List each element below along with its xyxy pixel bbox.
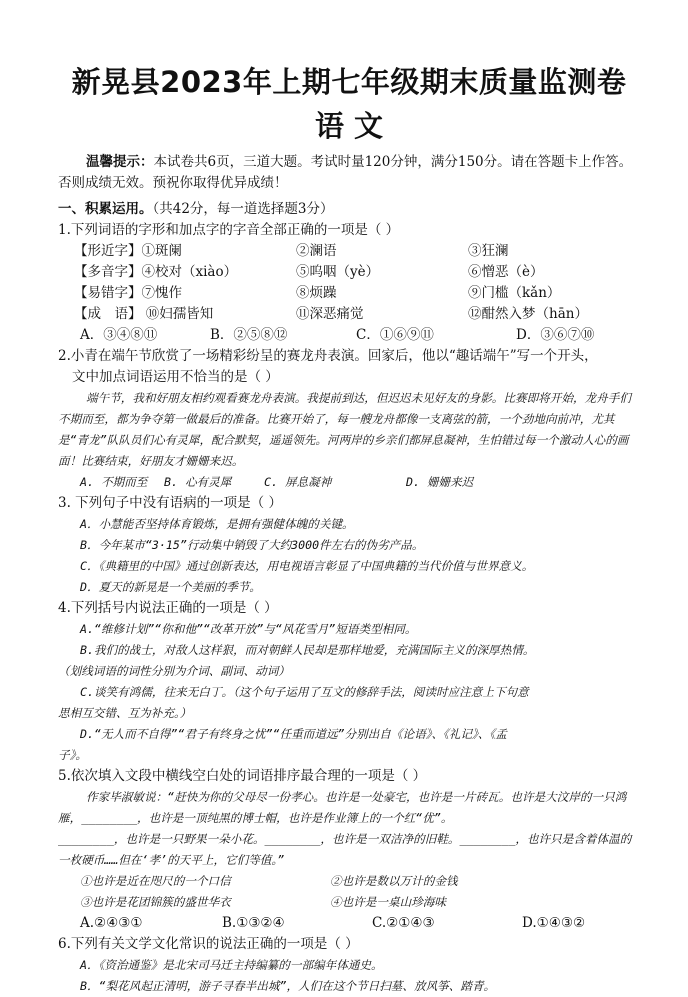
grid-cell: ②澜语 <box>296 243 337 259</box>
question-2 <box>58 346 640 493</box>
notice-label: 温馨提示： <box>86 154 154 170</box>
choice-items <box>58 871 640 913</box>
answer-options <box>58 325 640 346</box>
choice-item: ③也许是花团锦簇的盛世华衣 <box>80 895 231 909</box>
exam-title: 新晃县2023年上期七年级期末质量监测卷 <box>71 65 627 99</box>
question-4 <box>58 598 640 766</box>
option-b: B.我们的战士，对敌人这样狠，而对朝鲜人民却是那样地爱，充满国际主义的深厚热情。 <box>80 643 535 657</box>
choice-item: ④也许是一桌山珍海味 <box>330 895 446 909</box>
option-c: C.谈笑有鸿儒，往来无白丁。（这个句子运用了互文的修辞手法，阅读时应注意上下句意 <box>80 685 529 699</box>
grid-cell: ⑤呜咽（yè） <box>296 264 380 280</box>
grid-cell: ⑫酣然入梦（hān） <box>468 306 588 322</box>
answer-options <box>58 472 640 493</box>
choice-item: ②也许是数以万计的金钱 <box>330 874 458 888</box>
question-1 <box>58 220 640 346</box>
grid-cell: 【多音字】④校对（xiào） <box>74 264 238 280</box>
question-stem-continued: 文中加点词语运用不恰当的是（ ） <box>72 369 279 385</box>
notice-paragraph <box>58 152 640 194</box>
subject-title: 语 文 <box>314 109 384 143</box>
option-a: A.“维修计划”“你和他”“改革开放”与“风花雪月”短语类型相同。 <box>80 622 417 636</box>
option-a: A．小慧能否坚持体育锻炼，是拥有强健体魄的关键。 <box>80 517 354 531</box>
option-d: D. 姗姗来迟 <box>406 475 474 489</box>
section-note: （共42分，每一道选择题3分） <box>152 201 334 217</box>
option-d-continued: 子》。 <box>58 748 87 762</box>
option-b: B．“梨花风起正清明，游子寻春半出城”，人们在这个节日扫墓、放风筝、踏青。 <box>80 979 496 993</box>
grid-cell: ③狂澜 <box>468 243 509 259</box>
option-d: D．③⑥⑦⑩ <box>516 327 595 343</box>
section-title: 一、积累运用。 <box>58 201 153 217</box>
grid-cell: ⑪深恶痛觉 <box>296 306 364 322</box>
passage-continued: ________，也许是一只野果一朵小花。________，也许是一双洁净的旧鞋。________，也许只是含着体温的一枚硬币……但在‘孝’的天平上，它们等值。” <box>58 832 632 867</box>
option-d: D．夏天的新晃是一个美丽的季节。 <box>80 580 261 594</box>
option-d: D.“无人而不自得”“君子有终身之忧”“任重而道远”分别出自《论语》、《礼记》、《孟 <box>80 727 507 741</box>
option-b-note: （划线词语的词性分别为介词、副词、动词） <box>58 664 290 678</box>
question-stem: 5.依次填入文段中横线空白处的词语排序最合理的一项是（ ） <box>58 768 427 784</box>
question-5 <box>58 766 640 934</box>
grid-cell: 【成 语】 ⑩妇孺皆知 <box>74 306 214 322</box>
passage: 端午节，我和好朋友相约观看赛龙舟表演。我提前到达，但迟迟未见好友的身影。比赛即将开始，龙舟手们不期而至，都为争夺第一做最后的准备。比赛开始了，每一艘龙舟都像一支离弦的箭，一个劲地向前冲，尤其是“青龙”队队员们心有灵犀，配合默契，遥遥领先。河两岸的乡亲们都屏息凝神，生怕错过每一个激动人心的画面！比赛结束，好朋友才姗姗来迟。 <box>58 391 631 468</box>
grid-cell: ⑥憎恶（è） <box>468 264 544 280</box>
grid-cell: 【形近字】①斑阑 <box>74 243 182 259</box>
option-a: A.②④③① <box>80 915 143 931</box>
question-6 <box>58 934 640 997</box>
option-c: C. 屏息凝神 <box>264 475 332 489</box>
passage: 作家毕淑敏说：“赶快为你的父母尽一份孝心。也许是一处豪宅，也许是一片砖瓦。也许是大汶岸的一只鸿雁，________，也许是一顶纯黑的博士帽，也许是作业簿上的一个红“优”。 <box>58 790 627 825</box>
option-a: A．③④⑧⑪ <box>80 327 158 343</box>
option-b: B．今年某市“3·15”行动集中销毁了大约3000件左右的伪劣产品。 <box>80 538 424 552</box>
option-b: B．②⑤⑧⑫ <box>210 327 288 343</box>
option-a: A．《资治通鉴》是北宋司马迁主持编纂的一部编年体通史。 <box>80 958 383 972</box>
option-a: A. 不期而至 <box>80 475 148 489</box>
question-stem: 2.小青在端午节欣赏了一场精彩纷呈的赛龙舟表演。回家后，他以“趣话端午”写一个开头， <box>58 348 598 364</box>
option-c: C．《典籍里的中国》通过创新表达，用电视语言彰显了中国典籍的当代价值与世界意义。 <box>80 559 534 573</box>
question-stem: 4.下列括号内说法正确的一项是（ ） <box>58 600 278 616</box>
option-b: B.①③②④ <box>222 915 285 931</box>
notice-text: 本试卷共6页，三道大题。考试时量120分钟，满分150分。请在答题卡上作答。否则成绩无效。预祝你取得优异成绩！ <box>58 154 633 191</box>
question-stem: 1.下列词语的字形和加点字的字音全部正确的一项是（ ） <box>58 222 400 238</box>
option-b: B. 心有灵犀 <box>164 475 232 489</box>
word-grid <box>58 241 640 325</box>
option-c: C．①⑥⑨⑪ <box>356 327 434 343</box>
section-heading <box>58 198 640 220</box>
grid-cell: ⑧烦躁 <box>296 285 337 301</box>
option-c: C.②①④③ <box>372 915 435 931</box>
grid-cell: ⑨门槛（kǎn） <box>468 285 561 301</box>
option-d: D.①④③② <box>522 915 586 931</box>
option-c-continued: 思相互交错、互为补充。） <box>58 706 192 720</box>
grid-cell: 【易错字】⑦愧作 <box>74 285 182 301</box>
question-stem: 3. 下列句子中没有语病的一项是（ ） <box>58 495 282 511</box>
choice-item: ①也许是近在咫尺的一个口信 <box>80 874 231 888</box>
answer-options <box>58 913 640 934</box>
question-3 <box>58 493 640 598</box>
question-stem: 6.下列有关文学文化常识的说法正确的一项是（ ） <box>58 936 359 952</box>
